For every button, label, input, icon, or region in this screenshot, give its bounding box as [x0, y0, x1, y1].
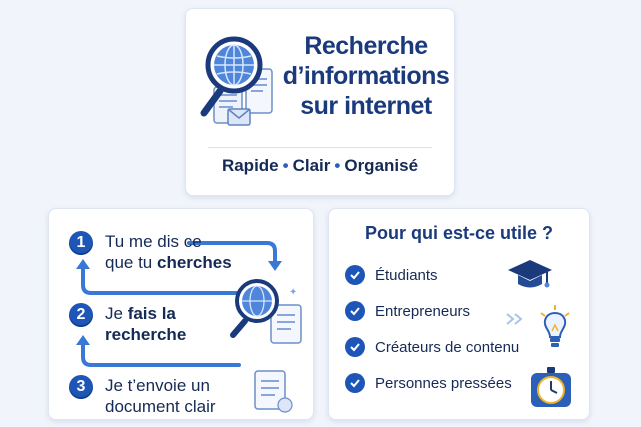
step-text-line [105, 324, 186, 345]
tagline-word-rapide: Rapide [221, 156, 279, 175]
graduation-cap-icon [507, 257, 553, 293]
svg-text:✦: ✦ [289, 287, 298, 298]
check-icon [345, 301, 365, 321]
audience-item-createurs [345, 337, 519, 357]
audience-card [328, 208, 590, 420]
process-card [48, 208, 314, 420]
audience-label: Étudiants [375, 266, 438, 284]
step-text-line: Tu me dis ce [105, 232, 202, 251]
tagline-separator: • [282, 156, 289, 175]
audience-label: Personnes pressées [375, 374, 512, 392]
check-icon [345, 337, 365, 357]
tagline-separator: • [334, 156, 341, 175]
step-text-bold: recherche [105, 325, 187, 344]
document-icon [255, 371, 292, 412]
magnifier-globe-documents-icon [200, 29, 278, 139]
step-number-badge: 3 [69, 375, 93, 399]
audience-heading: Pour qui est-ce utile ? [364, 223, 554, 243]
title-line-1: Recherche [304, 32, 428, 60]
step-number-badge: 2 [69, 303, 93, 327]
audience-item-entrepreneurs [345, 301, 470, 321]
magnifier-globe-icon [233, 281, 301, 343]
step-text-part: que tu [105, 253, 157, 272]
step-text-line: Je t’envoie un [105, 376, 210, 395]
step-text [105, 375, 216, 417]
lightbulb-icon [537, 303, 573, 353]
audience-item-personnes-pressees [345, 373, 512, 393]
audience-label: Entrepreneurs [375, 302, 471, 320]
header-card [185, 8, 455, 196]
divider [208, 147, 432, 148]
tagline-word-clair: Clair [292, 156, 331, 175]
arrow-right-icon [505, 311, 525, 327]
step-text-line [105, 252, 232, 273]
step-text-line [105, 303, 186, 324]
step-text [105, 303, 186, 345]
step-number-badge: 1 [69, 231, 93, 255]
step-text-part: Je [105, 304, 128, 323]
tagline [186, 156, 454, 176]
title-line-2: d’informations [282, 62, 450, 90]
process-step-1 [69, 231, 232, 273]
audience-item-etudiants [345, 265, 438, 285]
step-text-line: document clair [105, 397, 216, 416]
title-line-3: sur internet [300, 92, 432, 120]
step-text-bold: cherches [157, 253, 232, 272]
stopwatch-icon [529, 365, 573, 409]
process-step-2 [69, 303, 186, 345]
step-text [105, 231, 232, 273]
audience-label: Créateurs de contenu [375, 338, 520, 356]
tagline-word-organise: Organisé [344, 156, 419, 175]
page-title [278, 31, 454, 121]
process-step-3 [69, 375, 216, 417]
step-text-bold: fais la [127, 304, 176, 323]
check-icon [345, 265, 365, 285]
check-icon [345, 373, 365, 393]
